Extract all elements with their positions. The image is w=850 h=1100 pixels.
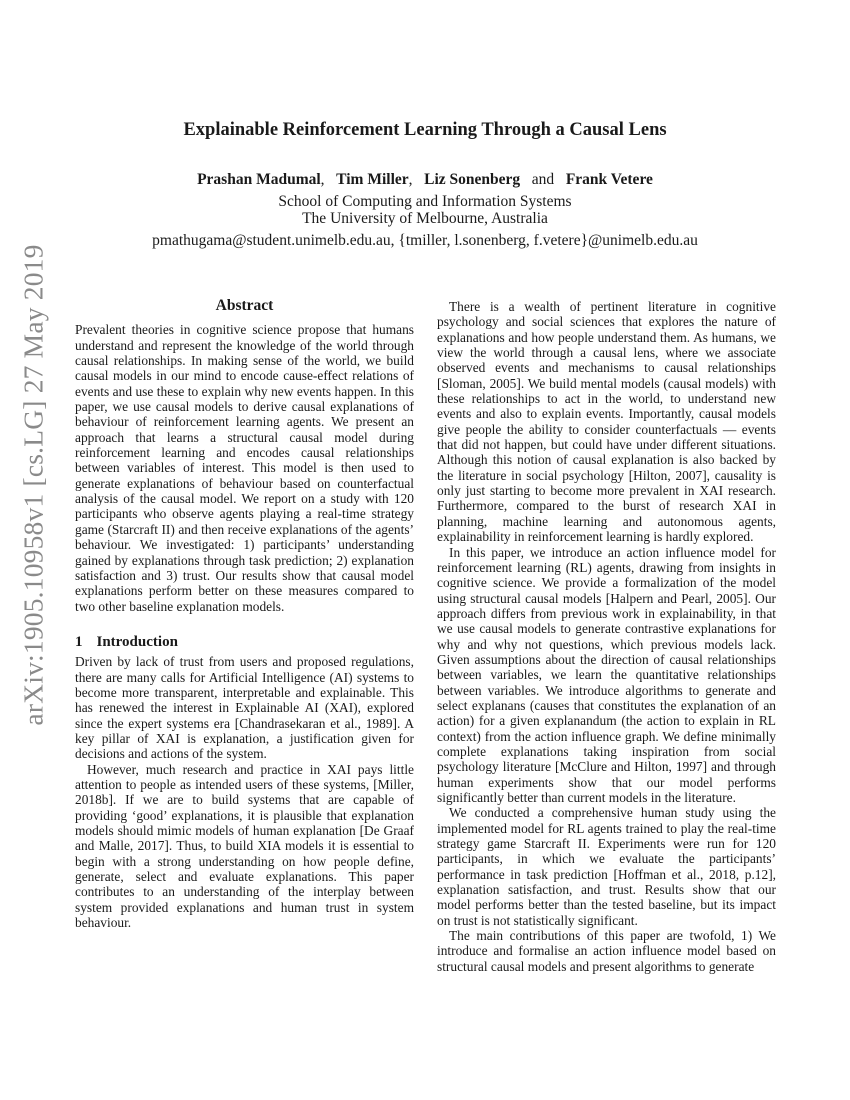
- section-title: Introduction: [96, 633, 178, 650]
- author-name: Liz Sonenberg: [424, 171, 521, 188]
- affiliation: [75, 193, 775, 227]
- author-separator: ,: [320, 171, 325, 188]
- intro-paragraph-6: The main contributions of this paper are twofold, 1) We introduce and formalise an action influence model based on structural causal models and present algorithms to generate: [437, 928, 776, 974]
- author-emails: pmathugama@student.unimelb.edu.au, {tmiller, l.sonenberg, f.vetere}@unimelb.edu.au: [152, 232, 698, 249]
- affiliation-university: The University of Melbourne, Australia: [302, 210, 548, 227]
- intro-paragraph-2: However, much research and practice in XAI pays little attention to people as intended users of these systems, [Miller, 2018b]. If we are to build systems that are capable of providing ‘good’ explanations, it is plausible that explanation models should mimic models of human explanation [De Graaf and Malle, 2017]. Thus, to build XIA models it is essential to begin with a strong understanding on how people define, generate, select and evaluate explanations. This paper contributes to an understanding of the interplay between system provided explanations and human trust in system behaviour.: [75, 761, 414, 931]
- arxiv-id: arXiv:1905.10958v1 [cs.LG] 27 May 2019: [18, 244, 49, 726]
- left-column: [75, 298, 414, 930]
- section-heading-introduction: [75, 635, 414, 650]
- arxiv-stamp: [14, 244, 54, 726]
- section-number: 1: [75, 633, 83, 650]
- paper-title: Explainable Reinforcement Learning Through a Causal Lens: [183, 120, 667, 140]
- affiliation-school: School of Computing and Information Systems: [278, 193, 572, 210]
- author-list: [75, 171, 775, 189]
- intro-paragraph-1: Driven by lack of trust from users and proposed regulations, there are many calls for Artificial Intelligence (AI) systems to become more transparent, interpretable and explainable. This has renewed the interest in Explainable AI (XAI), explored since the expert systems era [Chandrasekaran et al., 1989]. A key pillar of XAI is explanation, a justification given for decisions and actions of the system.: [75, 654, 414, 762]
- author-separator: and: [531, 171, 555, 188]
- intro-paragraph-5: We conducted a comprehensive human study using the implemented model for RL agents trained to play the real-time strategy game Starcraft II. Experiments were run for 120 participants, in which we evaluate the participants’ performance in task prediction [Hoffman et al., 2018, p.12], explanation satisfaction, and trust. Results show that our model performs better than the tested baseline, but its impact on trust is not statistically significant.: [437, 805, 776, 928]
- author-separator: ,: [408, 171, 413, 188]
- right-column: [437, 299, 776, 974]
- author-name: Prashan Madumal: [197, 171, 321, 188]
- intro-paragraph-4: In this paper, we introduce an action influence model for reinforcement learning (RL) agents, drawing from insights in cognitive science. We provide a formalization of the model using structural causal models [Halpern and Pearl, 2005]. Our approach differs from previous work in explainability, in that we use causal models to generate contrastive explanations for why and why not questions, which previous models lack. Given assumptions about the direction of causal relationships between variables, we learn the quantitative relationships between variables. We introduce algorithms to generate and select explanans (causes that constitutes the explanation of an action) for a given explanandum (the action to explain in RL context) from the action influence graph. We define minimally complete explanations taking inspiration from social psychology literature [McClure and Hilton, 1997] and through human experiments show that our model performs significantly better than current models in the literature.: [437, 544, 776, 805]
- abstract-text: Prevalent theories in cognitive science propose that humans understand and represent the knowledge of the world through causal relationships. In making sense of the world, we build causal models in our mind to encode cause-effect relations of events and use these to explain why new events happen. In this paper, we use causal models to derive causal explanations of behaviour of reinforcement learning agents. We present an approach that learns a structural causal model during reinforcement learning and encodes causal relationships between variables of interest. This model is then used to generate explanations of behaviour based on counterfactual analysis of the causal model. We report on a study with 120 participants who observe agents playing a real-time strategy game (Starcraft II) and then receive explanations of the agents’ behaviour. We investigated: 1) participants’ understanding gained by explanations through task prediction; 2) explanation satisfaction and 3) trust. Our results show that causal model explanations perform better on these measures compared to two other baseline explanation models.: [75, 322, 414, 614]
- author-name: Tim Miller: [336, 171, 409, 188]
- intro-paragraph-3: There is a wealth of pertinent literature in cognitive psychology and social sciences that explores the nature of explanations and how people understand them. As humans, we view the world through a causal lens, where we associate observed events and mechanisms to causal relationships [Sloman, 2005]. We build mental models (causal models) with these relationships to act in the world, to understand new events and also to explain events. Importantly, causal models give people the ability to consider counterfactuals — events that did not happen, but could have under different situations. Although this notion of causal explanation is also backed by the literature in social psychology [Hilton, 2007], causality is only just starting to become more prevalent in XAI research. Furthermore, compared to the burst of research XAI in planning, machine learning and autonomous agents, explainability in reinforcement learning is hardly explored.: [437, 299, 776, 545]
- abstract-heading: Abstract: [215, 297, 274, 314]
- author-name: Frank Vetere: [565, 171, 653, 188]
